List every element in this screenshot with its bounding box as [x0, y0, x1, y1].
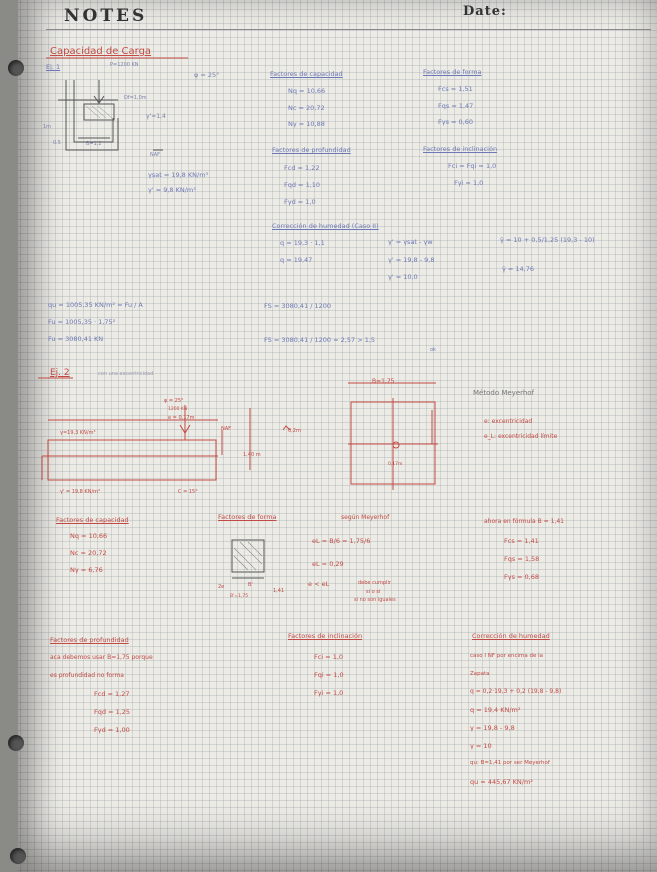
ex2-depth-note-1: es profundidad no forma: [50, 672, 124, 679]
ex1-heading: Capacidad de Carga: [50, 46, 152, 57]
ex2-shape-0: Fcs = 1,41: [504, 537, 539, 545]
ex2-shape-1: Fqs = 1,58: [504, 555, 540, 563]
ex2-naf: NAF: [221, 426, 232, 432]
ex2-hum-note-0: caso I NF por encima de la: [470, 653, 544, 659]
ex2-e-note: e: excentricidad: [484, 418, 533, 425]
ex2-shape-2: Fγs = 0,68: [504, 573, 540, 581]
ex2-incl-2: Fγi = 1,0: [314, 689, 344, 697]
ex2-ecc-2: e < eL: [308, 580, 330, 588]
ex1-label: Ej. 1: [46, 63, 61, 71]
ex1-depth-2: Fγd = 1,0: [284, 198, 316, 206]
ex2-q-load: 1200 KN: [168, 407, 188, 412]
ex2-hum-2: γ = 19,8 - 9,8: [470, 724, 515, 732]
ex2-hum-title: Corrección de humedad: [472, 632, 550, 640]
ex2-phi: φ = 25°: [164, 398, 184, 404]
ex1-hum-right-1: γ̄ = 14,76: [502, 265, 535, 273]
ex2-cap-2: Nγ = 6,76: [70, 566, 103, 574]
ex1-hum-mid-1: γ' = 19,8 - 9,8: [388, 256, 435, 264]
ex2-gamma-bottom: γ' = 19,8 KN/m³: [60, 489, 101, 495]
ex1-hum-right-0: γ̄ = 10 + 0,5/1,25 (19,3 - 10): [500, 236, 595, 244]
ex2-hum-1: q = 19,4 KN/m²: [470, 706, 521, 714]
ex2-depth-0: Fcd = 1,27: [94, 690, 130, 698]
ex2-shape-title: Factores de forma: [218, 513, 277, 521]
ex1-qu-2: Fu = 3080,41 KN: [48, 335, 104, 343]
ex2-ecc-note-2: si no son iguales: [354, 597, 396, 603]
ex2-now: ahora en fórmula B = 1,41: [484, 518, 564, 525]
ex2-b-label-1: B': [248, 582, 253, 588]
ex2-b-label-0: 2e: [218, 584, 225, 590]
ex2-incl-0: Fci = 1,0: [314, 653, 344, 661]
ex2-c: C = 15°: [178, 489, 198, 495]
ex2-incl-title: Factores de inclinación: [288, 632, 363, 640]
ex1-incl-0: Fci = Fqi = 1,0: [448, 162, 497, 170]
ex1-load: P=1200 KN: [110, 62, 139, 68]
notebook-page: [18, 0, 657, 872]
ex1-shape-2: Fγs = 0,60: [438, 118, 474, 126]
ex2-e-small: 0,17m: [388, 462, 403, 467]
ex1-fs-1: FS = 3080,41 / 1200 = 2,57 > 1,5: [264, 336, 376, 344]
ex1-depth-0: Fcd = 1,22: [284, 164, 320, 172]
ex2-b-label-2: 1,41: [273, 588, 285, 594]
ex2-label: Ej. 2: [50, 368, 70, 378]
ex2-b-top: B=1,75: [372, 378, 395, 385]
ex2-depth-title: Factores de profundidad: [50, 636, 129, 644]
ex2-hum-3: γ = 10: [470, 742, 492, 750]
ex1-df: Df=1,0m: [124, 95, 147, 101]
ex2-e-val: e = 0,17m: [168, 415, 195, 421]
ex1-depth-left2: 0.5: [53, 140, 61, 146]
ex1-cap-2: Nγ = 10,88: [288, 120, 325, 128]
ex1-shape-1: Fqs = 1,47: [438, 102, 474, 110]
ex1-gamma-w: γ' = 9,8 KN/m³: [148, 186, 196, 194]
ex2-ecc-0: eL = B/6 = 1,75/6: [312, 537, 371, 545]
ex2-hum-0: q = 0,2·19,3 + 0,2 (19,8 - 9,8): [470, 688, 562, 695]
ex1-naf: NAF: [150, 152, 161, 158]
ex1-incl-1: Fγi = 1,0: [454, 179, 484, 187]
ex2-cap-title: Factores de capacidad: [56, 516, 129, 524]
ex2-hum-5: qu = 445,67 KN/m²: [470, 778, 533, 786]
ex1-depth-1: Fqd = 1,10: [284, 181, 321, 189]
ex2-b-bottom: B'=1,75: [230, 594, 249, 599]
ex2-hum-4: qu: B=1,41 por ser Meyerhof: [470, 760, 550, 766]
ex1-b-label: B=1,2: [86, 141, 102, 147]
ex1-gamma-label: γ'=1,4: [146, 113, 166, 120]
ex2-ecc-note-1: si o si: [366, 589, 381, 595]
ex2-incl-1: Fqi = 1,0: [314, 671, 344, 679]
ex1-hum-1: q = 19,47: [280, 256, 313, 264]
ex2-subtitle: con una excentricidad: [98, 371, 154, 377]
ex2-depth-main: 1,40 m: [243, 452, 261, 458]
ex2-cap-1: Nc = 20,72: [70, 549, 107, 557]
ex1-ok: ok: [430, 347, 436, 353]
ex2-cap-0: Nq = 10,66: [70, 532, 108, 540]
ex2-method: Método Meyerhof: [473, 389, 535, 397]
ex2-shape-sub: según Meyerhof: [341, 514, 390, 521]
ex1-phi: φ = 25°: [194, 71, 220, 79]
ex1-cap-1: Nc = 20,72: [288, 104, 325, 112]
ex1-hum-mid-0: γ' = γsat - γw: [388, 238, 433, 246]
ex2-hum-note-1: Zapata: [470, 671, 490, 677]
date-label: Date:: [463, 4, 507, 19]
ex1-incl-title: Factores de inclinación: [423, 145, 498, 153]
ex1-qu-0: qu = 1005,35 KN/m² = Fu / A: [48, 301, 143, 309]
ex2-depth-1: Fqd = 1,25: [94, 708, 131, 716]
ex2-depth-small: 0,2m: [288, 428, 301, 434]
ex1-hum-0: q = 19,3 · 1,1: [280, 239, 325, 247]
ex2-e-limit: e_L: excentricidad límite: [484, 433, 558, 440]
ex2-depth-2: Fγd = 1,00: [94, 726, 130, 734]
ex1-hum-mid-2: γ' = 10,0: [388, 273, 418, 281]
ex1-cap-0: Nq = 10,66: [288, 87, 326, 95]
ex1-cap-title: Factores de capacidad: [270, 70, 343, 78]
ex1-gamma-sat: γsat = 19,8 KN/m³: [148, 171, 209, 179]
ex2-gamma-left: γ=19,3 KN/m³: [60, 430, 96, 436]
ex1-shape-title: Factores de forma: [423, 68, 482, 76]
ex2-depth-note-0: aca debemos usar B=1,75 porque: [50, 654, 153, 661]
ex1-depth-left: 1m: [43, 124, 52, 130]
ex1-hum-title: Corrección de humedad (Caso II): [272, 222, 379, 230]
ex1-shape-0: Fcs = 1,51: [438, 85, 473, 93]
sketch-layer: [18, 0, 657, 872]
page-header-title: NOTES: [64, 6, 148, 26]
ex1-depth-title: Factores de profundidad: [272, 146, 351, 154]
ex1-qu-1: Fu = 1005,35 · 1,75²: [48, 318, 116, 326]
ex2-ecc-1: eL = 0,29: [312, 560, 344, 568]
ex1-fs-0: FS = 3080,41 / 1200: [264, 302, 332, 310]
ex2-ecc-note-0: debe cumplir: [358, 580, 391, 586]
